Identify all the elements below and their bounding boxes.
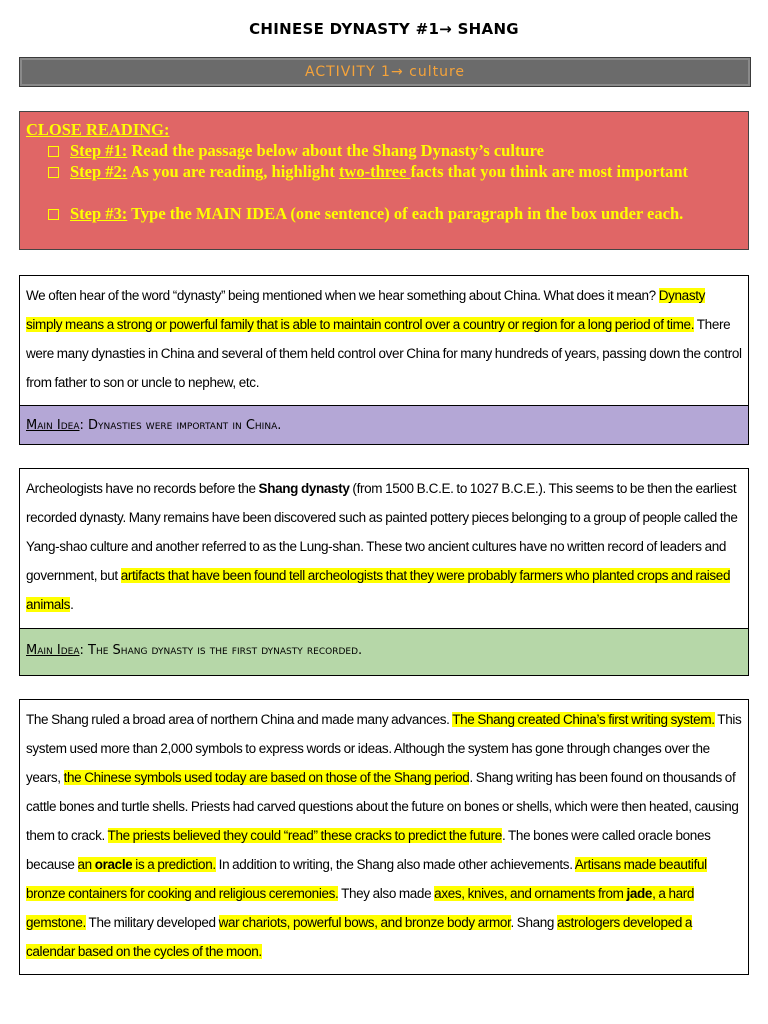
paragraph-2-text: Archeologists have no records before the Shang dynasty (from 1500 B.C.E. to 1027 B.C.E.). This seems to be then the earliest recorded dynasty. Many remains have been discovered such as painted pottery pieces belonging to a group of people called the Yang-shao culture and another referred to as the Lung-shan. These two ancient cultures have no written record of leaders and government, but artifacts that have been found tell archeologists that they were probably farmers who planted crops and raised animals. [26, 481, 738, 612]
main-idea-box-1[interactable]: Main Idea: Dynasties were important in China. [19, 405, 749, 445]
main-idea-text: The Shang dynasty is the first dynasty recorded. [88, 643, 363, 658]
main-idea-label: Main Idea [26, 643, 80, 658]
paragraph-box-3 [19, 699, 749, 975]
step-2-underlined: two-three [338, 162, 411, 181]
main-idea-label: Main Idea [26, 418, 80, 433]
close-reading-heading: CLOSE READING: [26, 120, 170, 139]
activity-banner: ACTIVITY 1→ culture [19, 57, 751, 87]
step-2 [70, 162, 740, 182]
step-2-text-end: facts that you think are most important [410, 162, 689, 181]
main-idea-box-2[interactable]: Main Idea: The Shang dynasty is the first dynasty recorded. [19, 628, 749, 676]
close-reading-box [19, 111, 749, 250]
page-title: CHINESE DYNASTY #1→ SHANG [249, 20, 519, 38]
step-2-text: As you are reading, highlight [127, 162, 339, 181]
paragraph-box-2 [19, 468, 749, 629]
paragraph-box-1 [19, 275, 749, 406]
step-3-label: Step #3: [70, 204, 128, 223]
paragraph-3-text: The Shang ruled a broad area of northern China and made many advances. The Shang created China’s first writing system. This system used more than 2,000 symbols to express words or ideas. Although the system has gone through changes over the years, the Chinese symbols used today are based on those of the Shang period. Shang writing has been found on thousands of cattle bones and turtle shells. Priests had carved questions about the future on bones or shells, which were then heated, causing them to crack. The priests believed they could “read” these cracks to predict the future. The bones were called oracle bones because an oracle is a prediction. In addition to writing, the Shang also made other achievements. Artisans made beautiful bronze containers for cooking and religious ceremonies. They also made axes, knives, and ornaments from jade, a hard gemstone. The military developed war chariots, powerful bows, and bronze body armor. Shang astrologers developed a calendar based on the cycles of the moon. [26, 712, 742, 959]
step-2-label: Step #2: [70, 162, 128, 181]
step-1-label: Step #1: [70, 141, 128, 160]
step-3 [70, 204, 740, 224]
paragraph-1-text: We often hear of the word “dynasty” being mentioned when we hear something about China. What does it mean? Dynasty simply means a strong or powerful family that is able to maintain control over a country or region for a long period of time. There were many dynasties in China and several of them held control over China for many hundreds of years, passing down the control from father to son or uncle to nephew, etc. [26, 288, 742, 390]
main-idea-text: Dynasties were important in China. [88, 418, 282, 433]
checkbox-icon [48, 146, 59, 157]
step-1 [70, 141, 740, 161]
checkbox-icon [48, 167, 59, 178]
step-3-text: Type the MAIN IDEA (one sentence) of each paragraph in the box under each. [127, 204, 684, 223]
checkbox-icon [48, 209, 59, 220]
step-1-text: Read the passage below about the Shang Dynasty’s culture [127, 141, 544, 160]
